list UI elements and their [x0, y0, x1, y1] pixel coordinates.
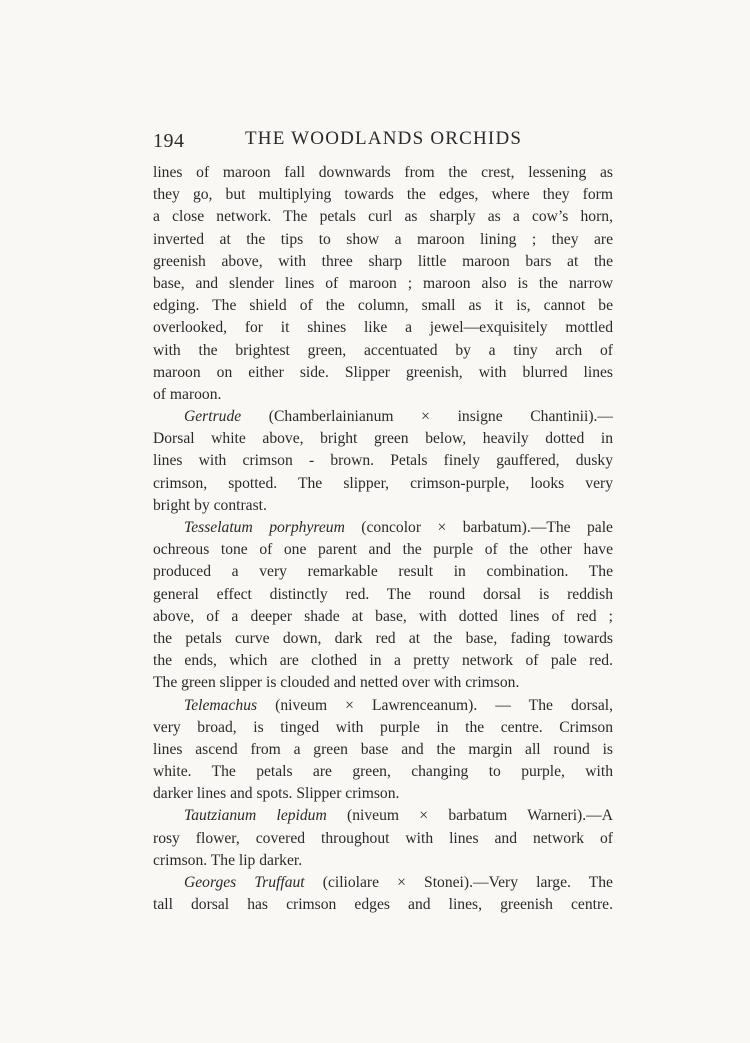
body-text [153, 162, 613, 916]
text-line [153, 273, 613, 295]
text-segment: base, and slender lines of maroon ; maroon also is the narrow [153, 274, 613, 292]
text-segment: with the brightest green, accentuated by a tiny arch of [153, 341, 613, 359]
text-line [153, 872, 613, 894]
text-segment: of maroon. [153, 385, 222, 403]
text-segment: the petals curve down, dark red at the base, fading towards [153, 629, 613, 647]
text-line [153, 584, 613, 606]
text-line [153, 384, 613, 406]
text-segment: a close network. The petals curl as sharply as a cow’s horn, [153, 208, 613, 226]
text-line [153, 695, 613, 717]
text-segment: crimson, spotted. The slipper, crimson-purple, looks very [153, 474, 613, 492]
text-line [153, 828, 613, 850]
text-segment: darker lines and spots. Slipper crimson. [153, 785, 400, 803]
text-segment: overlooked, for it shines like a jewel—exquisitely mottled [153, 319, 613, 337]
text-line [153, 450, 613, 472]
text-segment: (niveum × Lawrenceanum). — The dorsal, [257, 696, 613, 714]
orchid-name: Telemachus [184, 696, 258, 714]
text-line [153, 850, 613, 872]
text-segment: white. The petals are green, changing to purple, with [153, 763, 613, 781]
text-line [153, 229, 613, 251]
page-number: 194 [153, 130, 185, 152]
text-line [153, 761, 613, 783]
orchid-name: Tesselatum porphyreum [184, 519, 345, 536]
text-segment: The green slipper is clouded and netted over with crimson. [153, 674, 520, 692]
text-segment: inverted at the tips to show a maroon lining ; they are [153, 230, 613, 248]
text-line [153, 473, 613, 495]
text-segment: (Chamberlainianum × insigne Chantinii).— [241, 408, 613, 426]
text-segment: (concolor × barbatum).—The pale [344, 519, 613, 536]
text-line [153, 251, 613, 273]
text-line [153, 783, 613, 805]
text-line [153, 428, 613, 450]
text-segment: tall dorsal has crimson edges and lines, greenish centre. [153, 896, 613, 914]
text-segment: edging. The shield of the column, small as it is, cannot be [153, 297, 613, 315]
text-segment: bright by contrast. [153, 496, 267, 514]
text-segment: (ciliolare × Stonei).—Very large. The [304, 874, 613, 891]
text-line [153, 406, 613, 428]
text-line [153, 561, 613, 583]
text-segment: crimson. The lip darker. [153, 851, 303, 869]
text-segment: rosy flower, covered throughout with lines and network of [153, 829, 613, 847]
text-line [153, 362, 613, 384]
text-segment: greenish above, with three sharp little maroon bars at the [153, 252, 613, 270]
text-line [153, 517, 613, 539]
text-segment: the ends, which are clothed in a pretty network of pale red. [153, 652, 613, 670]
text-segment: above, of a deeper shade at base, with dotted lines of red ; [153, 607, 613, 625]
text-line [153, 340, 613, 362]
text-segment: produced a very remarkable result in combination. The [153, 563, 613, 581]
text-line [153, 894, 613, 916]
orchid-name: Georges Truffaut [184, 874, 305, 891]
text-segment: very broad, is tinged with purple in the centre. Crimson [153, 718, 613, 736]
text-line [153, 495, 613, 517]
text-line [153, 739, 613, 761]
orchid-name: Tautzianum lepidum [184, 807, 327, 825]
text-line [153, 717, 613, 739]
text-segment: (niveum × barbatum Warneri).—A [326, 807, 613, 825]
text-line [153, 628, 613, 650]
text-segment: ochreous tone of one parent and the purple of the other have [153, 541, 613, 559]
text-line [153, 805, 613, 827]
text-line [153, 606, 613, 628]
text-line [153, 317, 613, 339]
text-line [153, 539, 613, 561]
text-segment: lines ascend from a green base and the margin all round is [153, 740, 613, 758]
text-segment: maroon on either side. Slipper greenish, with blurred lines [153, 363, 613, 381]
text-segment: general effect distinctly red. The round dorsal is reddish [153, 585, 613, 603]
orchid-name: Gertrude [184, 408, 242, 426]
text-segment: lines with crimson - brown. Petals finely gauffered, dusky [153, 452, 613, 470]
text-line [153, 295, 613, 317]
text-segment: they go, but multiplying towards the edges, where they form [153, 186, 613, 204]
running-title: THE WOODLANDS ORCHIDS [245, 128, 523, 149]
text-line [153, 650, 613, 672]
text-line [153, 206, 613, 228]
text-line [153, 672, 613, 694]
text-segment: lines of maroon fall downwards from the crest, lessening as [153, 164, 613, 181]
text-line [153, 184, 613, 206]
page-header [153, 128, 613, 154]
text-line [153, 162, 613, 184]
text-segment: Dorsal white above, bright green below, heavily dotted in [153, 430, 613, 448]
